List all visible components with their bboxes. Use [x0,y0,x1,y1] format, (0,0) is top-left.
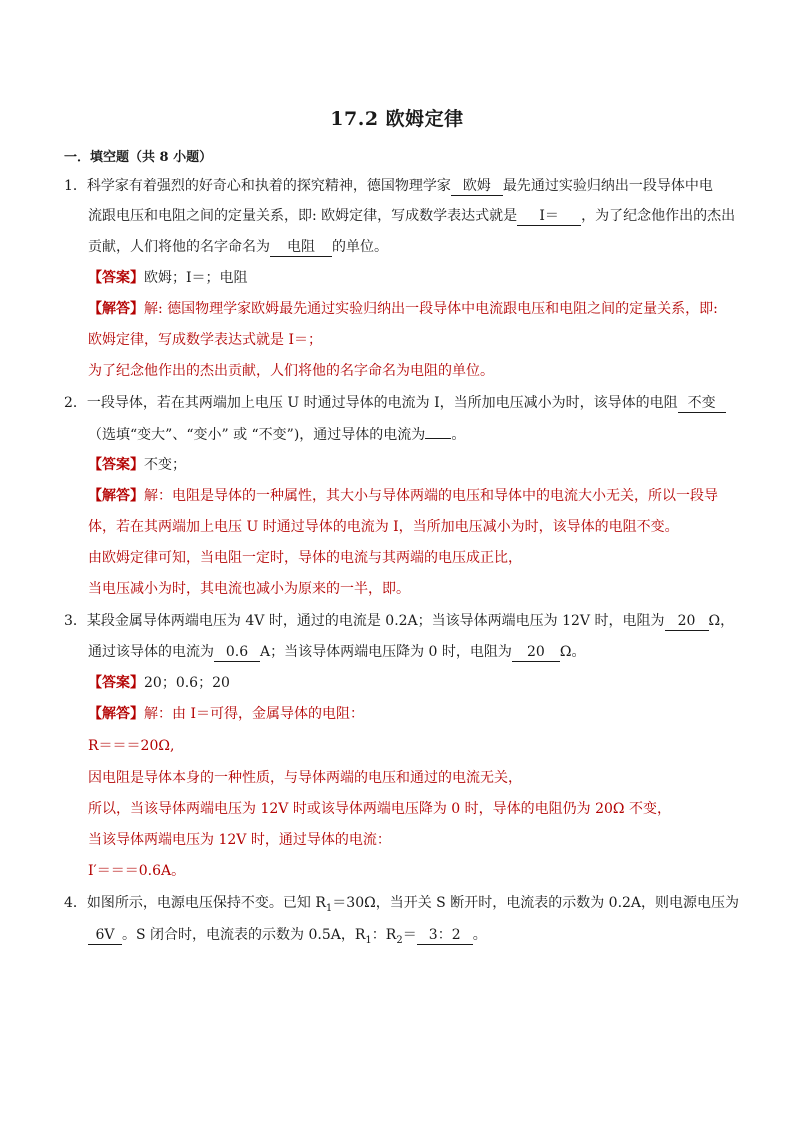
q3-line-1: 3．某段金属导体两端电压为 4V 时，通过的电流是 0.2A；当该导体两端电压为 12V 时，电阻为 20 Ω， [64,613,735,629]
q1-number: 1． [64,178,87,194]
q2-explanation-3: 由欧姆定律可知，当电阻一定时，导体的电流与其两端的电压成正比， [88,550,522,566]
q1-explanation-3: 为了纪念他作出的杰出贡献，人们将他的名字命名为电阻的单位。 [88,363,494,379]
q1-blank-2: I＝ [517,208,581,226]
q1-blank-3: 电阻 [270,239,332,257]
q1-line-2: 流跟电压和电阻之间的定量关系，即: 欧姆定律，写成数学表达式就是 I＝ ，为了纪念他作出的杰出 [88,208,736,224]
q1-line-3: 贡献，人们将他的名字命名为 电阻 的单位。 [88,239,388,255]
q3-answer: 【答案】20；0.6；20 [88,675,230,691]
q3-explanation-4: 所以，当该导体两端电压为 12V 时或该导体两端电压降为 0 时，导体的电阻仍为 20Ω 不变， [88,801,671,817]
q3-number: 3． [64,613,87,629]
q4-line-2: 6V 。S 闭合时，电流表的示数为 0.5A，$R_1$：$R_2= 3$：2 。 [88,925,487,945]
q4-line-1: 4．如图所示，电源电压保持不变。已知 $R_1=30\Omega$，当开关 S 断开时，电流表的示数为 0.2A，则电源电压为 [64,895,740,914]
q1-line-1: 1．科学家有着强烈的好奇心和执着的探究精神，德国物理学家 欧姆 最先通过实验归纳出一段导体中电 [64,178,713,194]
q3-blank-3: 20 [512,644,560,662]
q3-explanation-1: 【解答】解：由 I＝可得，金属导体的电阻： [88,706,364,722]
q2-explanation-4: 当电压减小为时，其电流也减小为原来的一半，即。 [88,581,410,597]
q2-number: 2． [64,395,87,411]
q2-line-2: （选填“变大”、“变小” 或 “不变”)，通过导体的电流为 。 [88,424,465,445]
q3-explanation-3: 因电阻是导体本身的一种性质，与导体两端的电压和通过的电流无关， [88,770,522,786]
q3-explanation-2: R＝＝＝20Ω, [88,738,175,754]
q2-explanation-1: 【解答】解：电阻是导体的一种属性，其大小与导体两端的电压和导体中的电流大小无关，所以一段导 [88,488,718,504]
q4-blank-2: 3：2 [417,927,473,945]
q4-blank-1: 6V [88,927,122,945]
q2-blank-2 [425,424,451,439]
q2-line-1: 2．一段导体，若在其两端加上电压 U 时通过导体的电流为 I，当所加电压减小为时，该导体的电阻 不变 [64,393,726,413]
q1-explanation-2: 欧姆定律，写成数学表达式就是 I＝； [88,332,322,348]
q3-blank-1: 20 [665,613,709,631]
section-heading: 一．填空题（共 8 小题） [64,150,213,165]
q1-blank-1: 欧姆 [451,178,503,196]
q3-explanation-5: 当该导体两端电压为 12V 时，通过导体的电流： [88,832,391,848]
q2-blank-1: 不变 [678,395,726,413]
q4-number: 4． [64,895,87,911]
q2-explanation-2: 体，若在其两端加上电压 U 时通过导体的电流为 I，当所加电压减小为时，该导体的电阻不变。 [88,519,679,535]
q1-explanation-1: 【解答】解: 德国物理学家欧姆最先通过实验归纳出一段导体中电流跟电压和电阻之间的定量关系，即: [88,301,718,317]
q3-line-2: 通过该导体的电流为 0.6 A；当该导体两端电压降为 0 时，电阻为 20 Ω。 [88,644,586,660]
q1-answer: 【答案】欧姆；I＝；电阻 [88,270,248,286]
q3-explanation-6: I′＝＝＝0.6A。 [88,863,186,879]
page-title: 17.2 欧姆定律 [330,108,464,130]
q2-answer: 【答案】不变； [88,457,186,473]
q3-blank-2: 0.6 [214,644,260,662]
